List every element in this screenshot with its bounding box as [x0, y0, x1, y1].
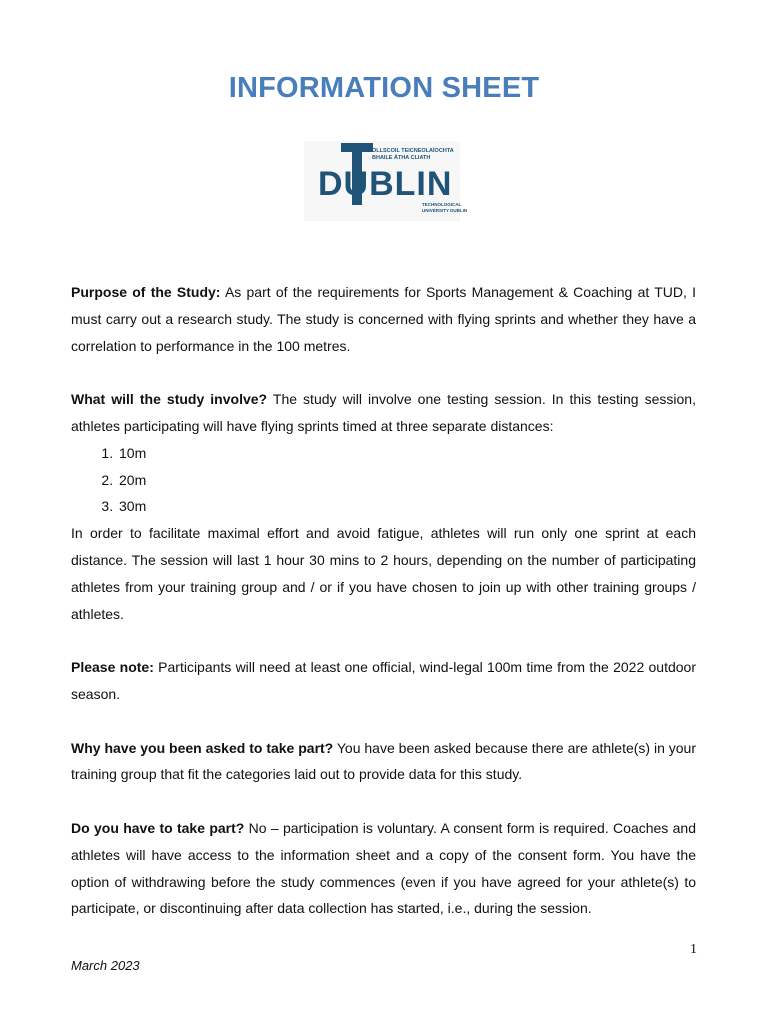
logo-english-text: TECHNOLOGICAL UNIVERSITY DUBLIN [422, 202, 468, 213]
note-label: Please note: [71, 659, 154, 676]
why-label: Why have you been asked to take part? [71, 739, 334, 756]
footer-date: March 2023 [71, 958, 140, 973]
tu-dublin-logo [304, 141, 468, 221]
distance-list [71, 440, 696, 520]
page-title: INFORMATION SHEET [228, 72, 540, 104]
page-number: 1 [690, 942, 697, 957]
logo-irish-text: OLLSCOIL TEICNEOLAÍOCHTA BHAILE ÁTHA CLIATH [372, 148, 454, 161]
purpose-paragraph [71, 279, 696, 359]
have-to-paragraph [71, 815, 696, 922]
note-paragraph [71, 654, 696, 708]
list-item: 3. 30m [117, 493, 696, 520]
list-item: 2. 20m [117, 467, 696, 494]
logo-wordmark: DUBLIN [318, 165, 453, 203]
involve-paragraph [71, 386, 696, 440]
list-item: 1. 10m [117, 440, 696, 467]
document-body [71, 279, 696, 922]
purpose-label: Purpose of the Study: [71, 284, 221, 300]
why-text: You have been asked because there are athlete(s) in your training group that fit the categories laid out to provide data for this study. [71, 739, 696, 783]
involve-after-text: In order to facilitate maximal effort and avoid fatigue, athletes will run only one sprint at each distance. The session will last 1 hour 30 mins to 2 hours, depending on the number of participating athletes from your training group and / or if you have chosen to join up with other training groups / athletes. [71, 525, 696, 622]
involve-label: What will the study involve? [71, 391, 268, 408]
have-to-label: Do you have to take part? [71, 819, 245, 836]
why-paragraph [71, 735, 696, 789]
note-text: Participants will need at least one official, wind-legal 100m time from the 2022 outdoor season. [71, 659, 697, 702]
involve-text: The study will involve one testing session. In this testing session, athletes participating will have flying sprints timed at three separate distances: [71, 391, 696, 434]
purpose-text: As part of the requirements for Sports Management & Coaching at TUD, I must carry out a research study. The study is concerned with flying sprints and whether they have a correlation to performance in the 100 metres. [71, 284, 697, 354]
have-to-text: No – participation is voluntary. A consent form is required. Coaches and athletes will have access to the information sheet and a copy of the consent form. You have the option of withdrawing before the study commences (even if you have agreed for your athlete(s) to participate, or discontinuing after data collection has started, i.e., during the session. [71, 819, 696, 917]
